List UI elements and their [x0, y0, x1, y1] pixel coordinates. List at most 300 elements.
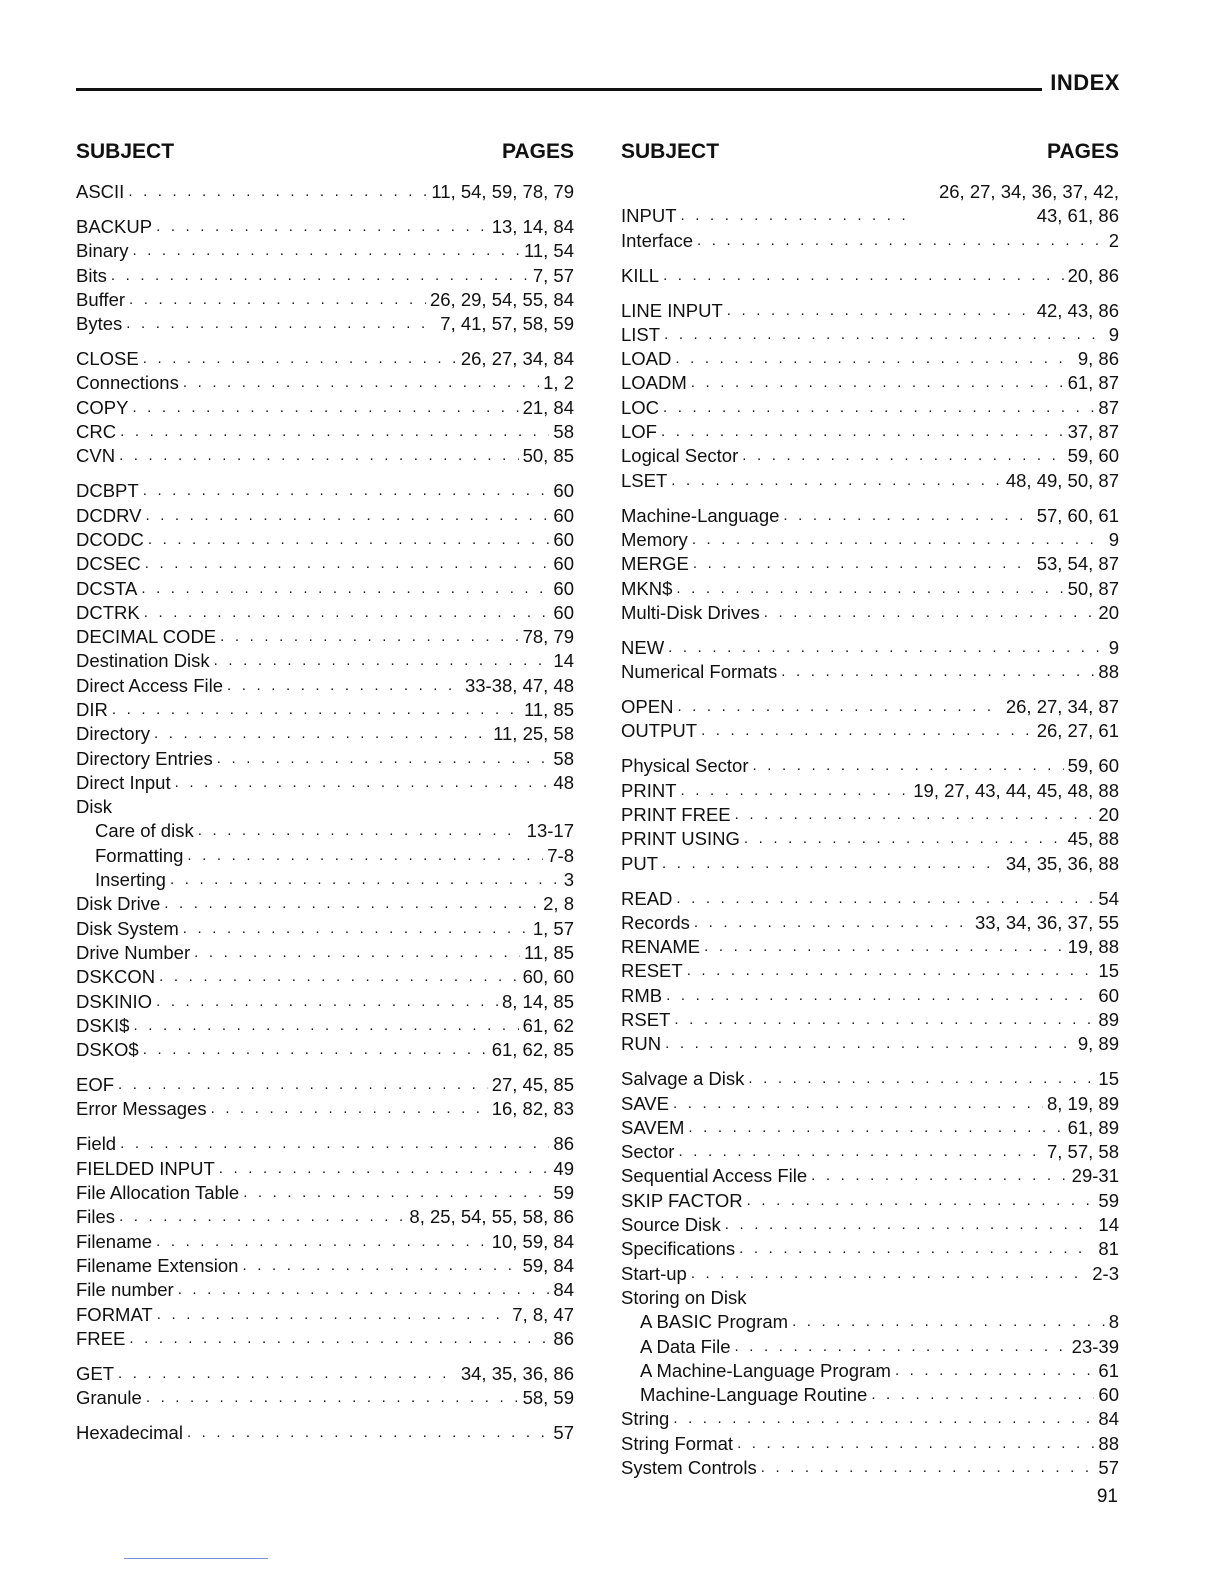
index-entry	[621, 1092, 1119, 1116]
entry-term: DCSTA	[76, 577, 138, 599]
entry-pages: 1, 57	[532, 917, 574, 939]
dot-leader	[129, 1327, 549, 1351]
index-entry	[76, 844, 574, 868]
index-entry	[76, 444, 574, 468]
pages-header: PAGES	[502, 140, 574, 163]
entry-term: INPUT	[621, 205, 677, 227]
entry-pages: 45, 88	[1067, 828, 1119, 850]
index-entry	[76, 674, 574, 698]
index-entry	[621, 984, 1119, 1008]
entry-term: DSKI$	[76, 1014, 130, 1036]
entry-term: Memory	[621, 528, 688, 550]
index-entry	[76, 892, 574, 916]
entry-term: A Data File	[640, 1335, 731, 1357]
dot-leader	[781, 660, 1094, 684]
entry-pages: 86	[553, 1133, 574, 1155]
entry-pages: 8, 19, 89	[1046, 1092, 1119, 1114]
entry-term: Records	[621, 911, 690, 933]
entry-term: Sector	[621, 1141, 675, 1163]
index-entry	[621, 852, 1119, 876]
dot-leader	[694, 911, 971, 935]
index-entry	[621, 1140, 1119, 1164]
dot-leader	[243, 1181, 549, 1205]
entry-pages: 34, 35, 36, 88	[1005, 852, 1119, 874]
entry-pages: 37, 87	[1067, 421, 1119, 443]
dot-leader	[761, 1456, 1095, 1480]
entry-pages: 13, 14, 84	[491, 215, 574, 237]
index-entry	[621, 299, 1119, 323]
index-entry	[621, 1310, 1119, 1334]
dot-leader	[143, 479, 550, 503]
index-column-right	[621, 140, 1119, 1480]
entry-term: Formatting	[95, 844, 184, 866]
index-entry	[621, 469, 1119, 493]
dot-leader	[742, 444, 1063, 468]
index-column-left	[76, 140, 574, 1445]
entry-term: Start-up	[621, 1262, 687, 1284]
entry-pages: 57	[553, 1422, 574, 1444]
index-entry	[621, 444, 1119, 468]
entry-term: Filename Extension	[76, 1254, 239, 1276]
index-entry	[76, 1073, 574, 1097]
entry-term: GET	[76, 1362, 115, 1384]
dot-leader	[129, 288, 426, 312]
entry-term: String Format	[621, 1432, 734, 1454]
dot-leader	[666, 984, 1094, 1008]
entry-term: DCBPT	[76, 480, 139, 502]
entry-pages: 26, 27, 34, 84	[460, 348, 574, 370]
entry-pages: 9, 86	[1077, 348, 1119, 370]
index-entry	[76, 1254, 574, 1278]
entry-term: Disk System	[76, 917, 179, 939]
index-entry	[76, 1097, 574, 1121]
index-entry	[76, 288, 574, 312]
dot-leader	[665, 1032, 1074, 1056]
entry-pages: 61, 87	[1067, 372, 1119, 394]
dot-leader	[119, 1205, 405, 1229]
subject-header: SUBJECT	[621, 140, 720, 163]
entry-pages: 58	[553, 747, 574, 769]
dot-leader	[735, 803, 1095, 827]
index-entry	[621, 1359, 1119, 1383]
entry-pages: 9, 89	[1077, 1033, 1119, 1055]
index-entry	[621, 601, 1119, 625]
dot-leader	[164, 892, 539, 916]
dot-leader	[144, 601, 550, 625]
dot-leader	[811, 1164, 1068, 1188]
index-entry	[621, 779, 1119, 803]
entry-term: RENAME	[621, 936, 701, 958]
entry-term: Connections	[76, 372, 179, 394]
index-entry	[621, 347, 1119, 371]
dot-leader	[145, 552, 550, 576]
entry-term: File number	[76, 1279, 174, 1301]
index-entry	[621, 504, 1119, 528]
index-entry	[621, 420, 1119, 444]
entry-pages: 42, 43, 86	[1036, 299, 1119, 321]
entry-term: System Controls	[621, 1457, 757, 1479]
dot-leader	[673, 1092, 1043, 1116]
index-entry	[76, 1421, 574, 1445]
entry-pages: 11, 54	[523, 240, 574, 262]
entry-pages: 11, 54, 59, 78, 79	[431, 181, 574, 202]
dot-leader	[671, 469, 1002, 493]
dot-leader	[141, 577, 549, 601]
dot-leader	[146, 1386, 519, 1410]
entry-term: Destination Disk	[76, 650, 210, 672]
entry-pages: 20	[1098, 803, 1119, 825]
index-entry	[76, 215, 574, 239]
index-entry	[76, 1230, 574, 1254]
entry-term: SKIP FACTOR	[621, 1189, 743, 1211]
entry-pages: 81	[1098, 1238, 1119, 1260]
dot-leader	[145, 504, 549, 528]
entry-term: DCTRK	[76, 601, 140, 623]
entry-term: DSKINIO	[76, 990, 153, 1012]
entry-pages: 57	[1098, 1457, 1119, 1479]
entry-pages: 61, 89	[1067, 1116, 1119, 1138]
entry-term: LINE INPUT	[621, 299, 723, 321]
entry-pages: 11, 85	[523, 941, 574, 963]
entry-pages: 88	[1098, 1432, 1119, 1454]
index-entry	[76, 1132, 574, 1156]
entry-term: PRINT FREE	[621, 803, 731, 825]
dot-leader	[183, 371, 539, 395]
index-entry	[621, 577, 1119, 601]
entry-pages: 60	[1098, 984, 1119, 1006]
dot-leader	[118, 1362, 457, 1386]
entry-term: LIST	[621, 323, 661, 345]
entry-term: Error Messages	[76, 1098, 207, 1120]
index-entry	[621, 1407, 1119, 1431]
dot-leader	[664, 323, 1105, 347]
pages-header: PAGES	[1047, 140, 1119, 163]
entry-pages: 9	[1108, 528, 1119, 550]
entry-pages: 16, 82, 83	[491, 1098, 574, 1120]
dot-leader	[687, 959, 1095, 983]
entry-term: Salvage a Disk	[621, 1068, 745, 1090]
index-entry	[621, 1032, 1119, 1056]
dot-leader	[737, 1432, 1094, 1456]
entry-pages: 10, 59, 84	[491, 1230, 574, 1252]
entry-term: DECIMAL CODE	[76, 626, 217, 648]
index-entry	[621, 887, 1119, 911]
entry-pages: 8, 14, 85	[501, 990, 574, 1012]
entry-term: Binary	[76, 240, 129, 262]
index-entry	[76, 420, 574, 444]
index-entry	[76, 1181, 574, 1205]
entry-term: Granule	[76, 1387, 142, 1409]
index-entry	[76, 312, 574, 336]
entry-term: Direct Input	[76, 771, 171, 793]
dot-leader	[748, 1067, 1094, 1091]
dot-leader	[154, 722, 489, 746]
entry-term: RSET	[621, 1009, 671, 1031]
index-entry	[621, 371, 1119, 395]
dot-leader	[143, 347, 457, 371]
entry-pages: 48, 49, 50, 87	[1005, 469, 1119, 491]
entry-pages: 89	[1098, 1009, 1119, 1031]
dot-leader	[677, 695, 1001, 719]
dot-leader	[194, 941, 520, 965]
dot-leader	[143, 1038, 488, 1062]
entry-pages: 7, 8, 47	[512, 1303, 574, 1325]
dot-leader	[156, 215, 488, 239]
entry-term: Care of disk	[95, 820, 194, 842]
index-entry	[76, 1327, 574, 1351]
entry-term: OUTPUT	[621, 720, 698, 742]
entry-term: A BASIC Program	[640, 1311, 789, 1333]
index-entry	[621, 1213, 1119, 1237]
index-entry	[621, 827, 1119, 851]
index-entry	[76, 1205, 574, 1229]
entry-term: FIELDED INPUT	[76, 1157, 215, 1179]
entry-term: A Machine-Language Program	[640, 1359, 891, 1381]
entry-term: DCSEC	[76, 553, 141, 575]
entry-pages: 59	[1098, 1189, 1119, 1211]
entry-pages: 60	[553, 504, 574, 526]
dot-leader	[764, 601, 1095, 625]
dot-leader	[693, 552, 1033, 576]
entry-term: Specifications	[621, 1238, 736, 1260]
index-entry	[621, 1189, 1119, 1213]
dot-leader	[133, 1014, 518, 1038]
entry-term: LOADM	[621, 372, 687, 394]
index-entries	[621, 180, 1119, 1480]
entry-pages: 19, 27, 43, 44, 45, 48, 88	[913, 779, 1119, 801]
index-entry	[621, 1456, 1119, 1480]
entry-pages: 7-8	[547, 844, 574, 866]
entry-term: Machine-Language Routine	[640, 1384, 868, 1406]
index-entry	[76, 528, 574, 552]
entry-term: DCDRV	[76, 504, 142, 526]
dot-leader	[792, 1310, 1105, 1334]
entry-pages: 60	[553, 577, 574, 599]
dot-leader	[681, 779, 910, 803]
entry-term: MERGE	[621, 553, 689, 575]
dot-leader	[242, 1254, 518, 1278]
dot-leader	[120, 1132, 549, 1156]
index-entry	[621, 1335, 1119, 1359]
entry-term: Numerical Formats	[621, 661, 778, 683]
index-entry	[76, 722, 574, 746]
entry-pages: 26, 27, 34, 87	[1005, 696, 1119, 718]
entry-pages: 26, 29, 54, 55, 84	[429, 288, 574, 310]
index-entry	[76, 771, 574, 795]
entry-pages: 15	[1098, 960, 1119, 982]
entry-term: CRC	[76, 421, 117, 443]
dot-leader	[739, 1237, 1094, 1261]
entry-term: ASCII	[76, 181, 125, 202]
index-entry	[76, 1303, 574, 1327]
index-entry	[76, 1362, 574, 1386]
entry-pages: 60	[1098, 1384, 1119, 1406]
entry-pages: 54	[1098, 887, 1119, 909]
entry-term: LOF	[621, 421, 657, 443]
entry-term: EOF	[76, 1074, 115, 1096]
index-entry	[76, 396, 574, 420]
dot-leader	[170, 868, 560, 892]
dot-leader	[132, 396, 518, 420]
entry-term: DSKCON	[76, 966, 156, 988]
entry-term: Bytes	[76, 313, 123, 335]
index-entry	[76, 941, 574, 965]
entry-pages: 60, 60	[522, 966, 574, 988]
index-entry	[76, 625, 574, 649]
entry-term: RMB	[621, 984, 663, 1006]
entry-term: Source Disk	[621, 1214, 721, 1236]
dot-leader	[783, 504, 1032, 528]
entry-pages: 29-31	[1071, 1165, 1119, 1187]
entry-pages: 58	[553, 421, 574, 443]
index-entry	[621, 719, 1119, 743]
entry-pages: 21, 84	[522, 396, 574, 418]
entry-pages: 60	[553, 480, 574, 502]
entry-term: DIR	[76, 699, 108, 720]
entry-term: COPY	[76, 396, 129, 418]
entry-term: LOAD	[621, 348, 672, 370]
entry-term: KILL	[621, 264, 660, 286]
entry-pages: 48	[553, 771, 574, 793]
entry-pages: 60	[553, 553, 574, 575]
entry-term: RUN	[621, 1033, 662, 1055]
index-entry	[621, 528, 1119, 552]
index-entry	[76, 795, 574, 819]
entry-term: Directory Entries	[76, 747, 213, 769]
entry-term: Logical Sector	[621, 445, 739, 467]
dot-leader	[676, 577, 1063, 601]
page-title: INDEX	[1050, 70, 1120, 95]
entry-pages: 8	[1108, 1311, 1119, 1333]
dot-leader	[111, 264, 529, 288]
entry-pages: 61, 62	[522, 1014, 574, 1036]
entry-term: NEW	[621, 636, 665, 658]
entry-term: Directory	[76, 723, 151, 745]
entry-term: Machine-Language	[621, 504, 780, 526]
dot-leader	[675, 347, 1073, 371]
entry-term: PUT	[621, 852, 658, 874]
entry-term: DCODC	[76, 528, 144, 550]
entry-pages: 84	[1098, 1408, 1119, 1430]
index-entry	[621, 396, 1119, 420]
index-entry	[621, 754, 1119, 778]
entry-term: SAVE	[621, 1092, 669, 1114]
entry-term: FREE	[76, 1327, 126, 1349]
entry-pages: 60	[553, 601, 574, 623]
dot-leader	[744, 827, 1064, 851]
entry-term: SAVEM	[621, 1116, 685, 1138]
entry-term: String	[621, 1408, 670, 1430]
dot-leader	[691, 371, 1064, 395]
entry-term: Buffer	[76, 288, 126, 310]
index-entry	[76, 698, 574, 722]
index-entry	[76, 917, 574, 941]
entry-term: Inserting	[95, 869, 166, 891]
index-entry	[76, 504, 574, 528]
index-entry	[621, 911, 1119, 935]
index-entry	[76, 965, 574, 989]
entry-pages: 9	[1108, 323, 1119, 345]
dot-leader	[871, 1383, 1094, 1407]
entry-term: PRINT	[621, 779, 677, 801]
column-header	[76, 140, 574, 180]
dot-leader	[663, 264, 1064, 288]
entry-term: DSKO$	[76, 1039, 139, 1061]
dot-leader	[661, 420, 1064, 444]
entry-term: Bits	[76, 264, 107, 286]
index-entry	[621, 552, 1119, 576]
entry-pages: 58, 59	[522, 1387, 574, 1409]
index-entry	[76, 264, 574, 288]
entry-term: READ	[621, 887, 673, 909]
index-entry	[621, 1432, 1119, 1456]
index-entry	[621, 1262, 1119, 1286]
index-entry	[621, 1286, 1119, 1310]
index-entry	[76, 239, 574, 263]
dot-leader	[126, 312, 436, 336]
dot-leader	[178, 1278, 550, 1302]
index-entry	[621, 660, 1119, 684]
dot-leader	[214, 649, 550, 673]
index-entry	[76, 1386, 574, 1410]
index-entry	[76, 577, 574, 601]
dot-leader	[219, 1157, 550, 1181]
entry-pages: 61	[1098, 1359, 1119, 1381]
entry-term: Disk Drive	[76, 893, 161, 915]
entry-term: Direct Access File	[76, 674, 224, 696]
header-rule	[76, 88, 1042, 91]
dot-leader	[148, 528, 550, 552]
dot-leader	[211, 1097, 488, 1121]
dot-leader	[688, 1116, 1063, 1140]
entry-term: CVN	[76, 445, 116, 467]
entry-term: BACKUP	[76, 215, 153, 237]
entry-pages: 34, 35, 36, 86	[460, 1362, 574, 1384]
index-entry	[76, 601, 574, 625]
column-header	[621, 140, 1119, 180]
entry-pages: 20, 86	[1067, 264, 1119, 286]
dot-leader	[156, 990, 498, 1014]
entry-pages: 60	[553, 528, 574, 550]
entry-pages: 14	[553, 650, 574, 672]
entry-pages: 59, 60	[1067, 445, 1119, 467]
entry-term: OPEN	[621, 696, 674, 718]
entry-term: PRINT USING	[621, 828, 740, 850]
index-entry	[76, 1014, 574, 1038]
dot-leader	[678, 1140, 1043, 1164]
dot-leader	[676, 887, 1094, 911]
dot-leader	[735, 1335, 1068, 1359]
entry-pages: 88	[1098, 661, 1119, 683]
entry-term: Filename	[76, 1230, 153, 1252]
dot-leader	[701, 719, 1033, 743]
entry-term: CLOSE	[76, 348, 139, 370]
entry-term: Multi-Disk Drives	[621, 601, 760, 623]
entry-term: Field	[76, 1133, 117, 1155]
entry-pages: 53, 54, 87	[1036, 553, 1119, 575]
subject-header: SUBJECT	[76, 140, 175, 163]
entry-pages: 9	[1108, 636, 1119, 658]
index-entry	[621, 264, 1119, 288]
index-entry	[621, 1383, 1119, 1407]
index-entry	[621, 1008, 1119, 1032]
dot-leader	[175, 771, 550, 795]
index-entry	[621, 1164, 1119, 1188]
entry-pages: 50, 85	[522, 445, 574, 467]
index-entry	[76, 990, 574, 1014]
entry-pages: 59, 84	[522, 1254, 574, 1276]
dot-leader	[697, 229, 1105, 253]
